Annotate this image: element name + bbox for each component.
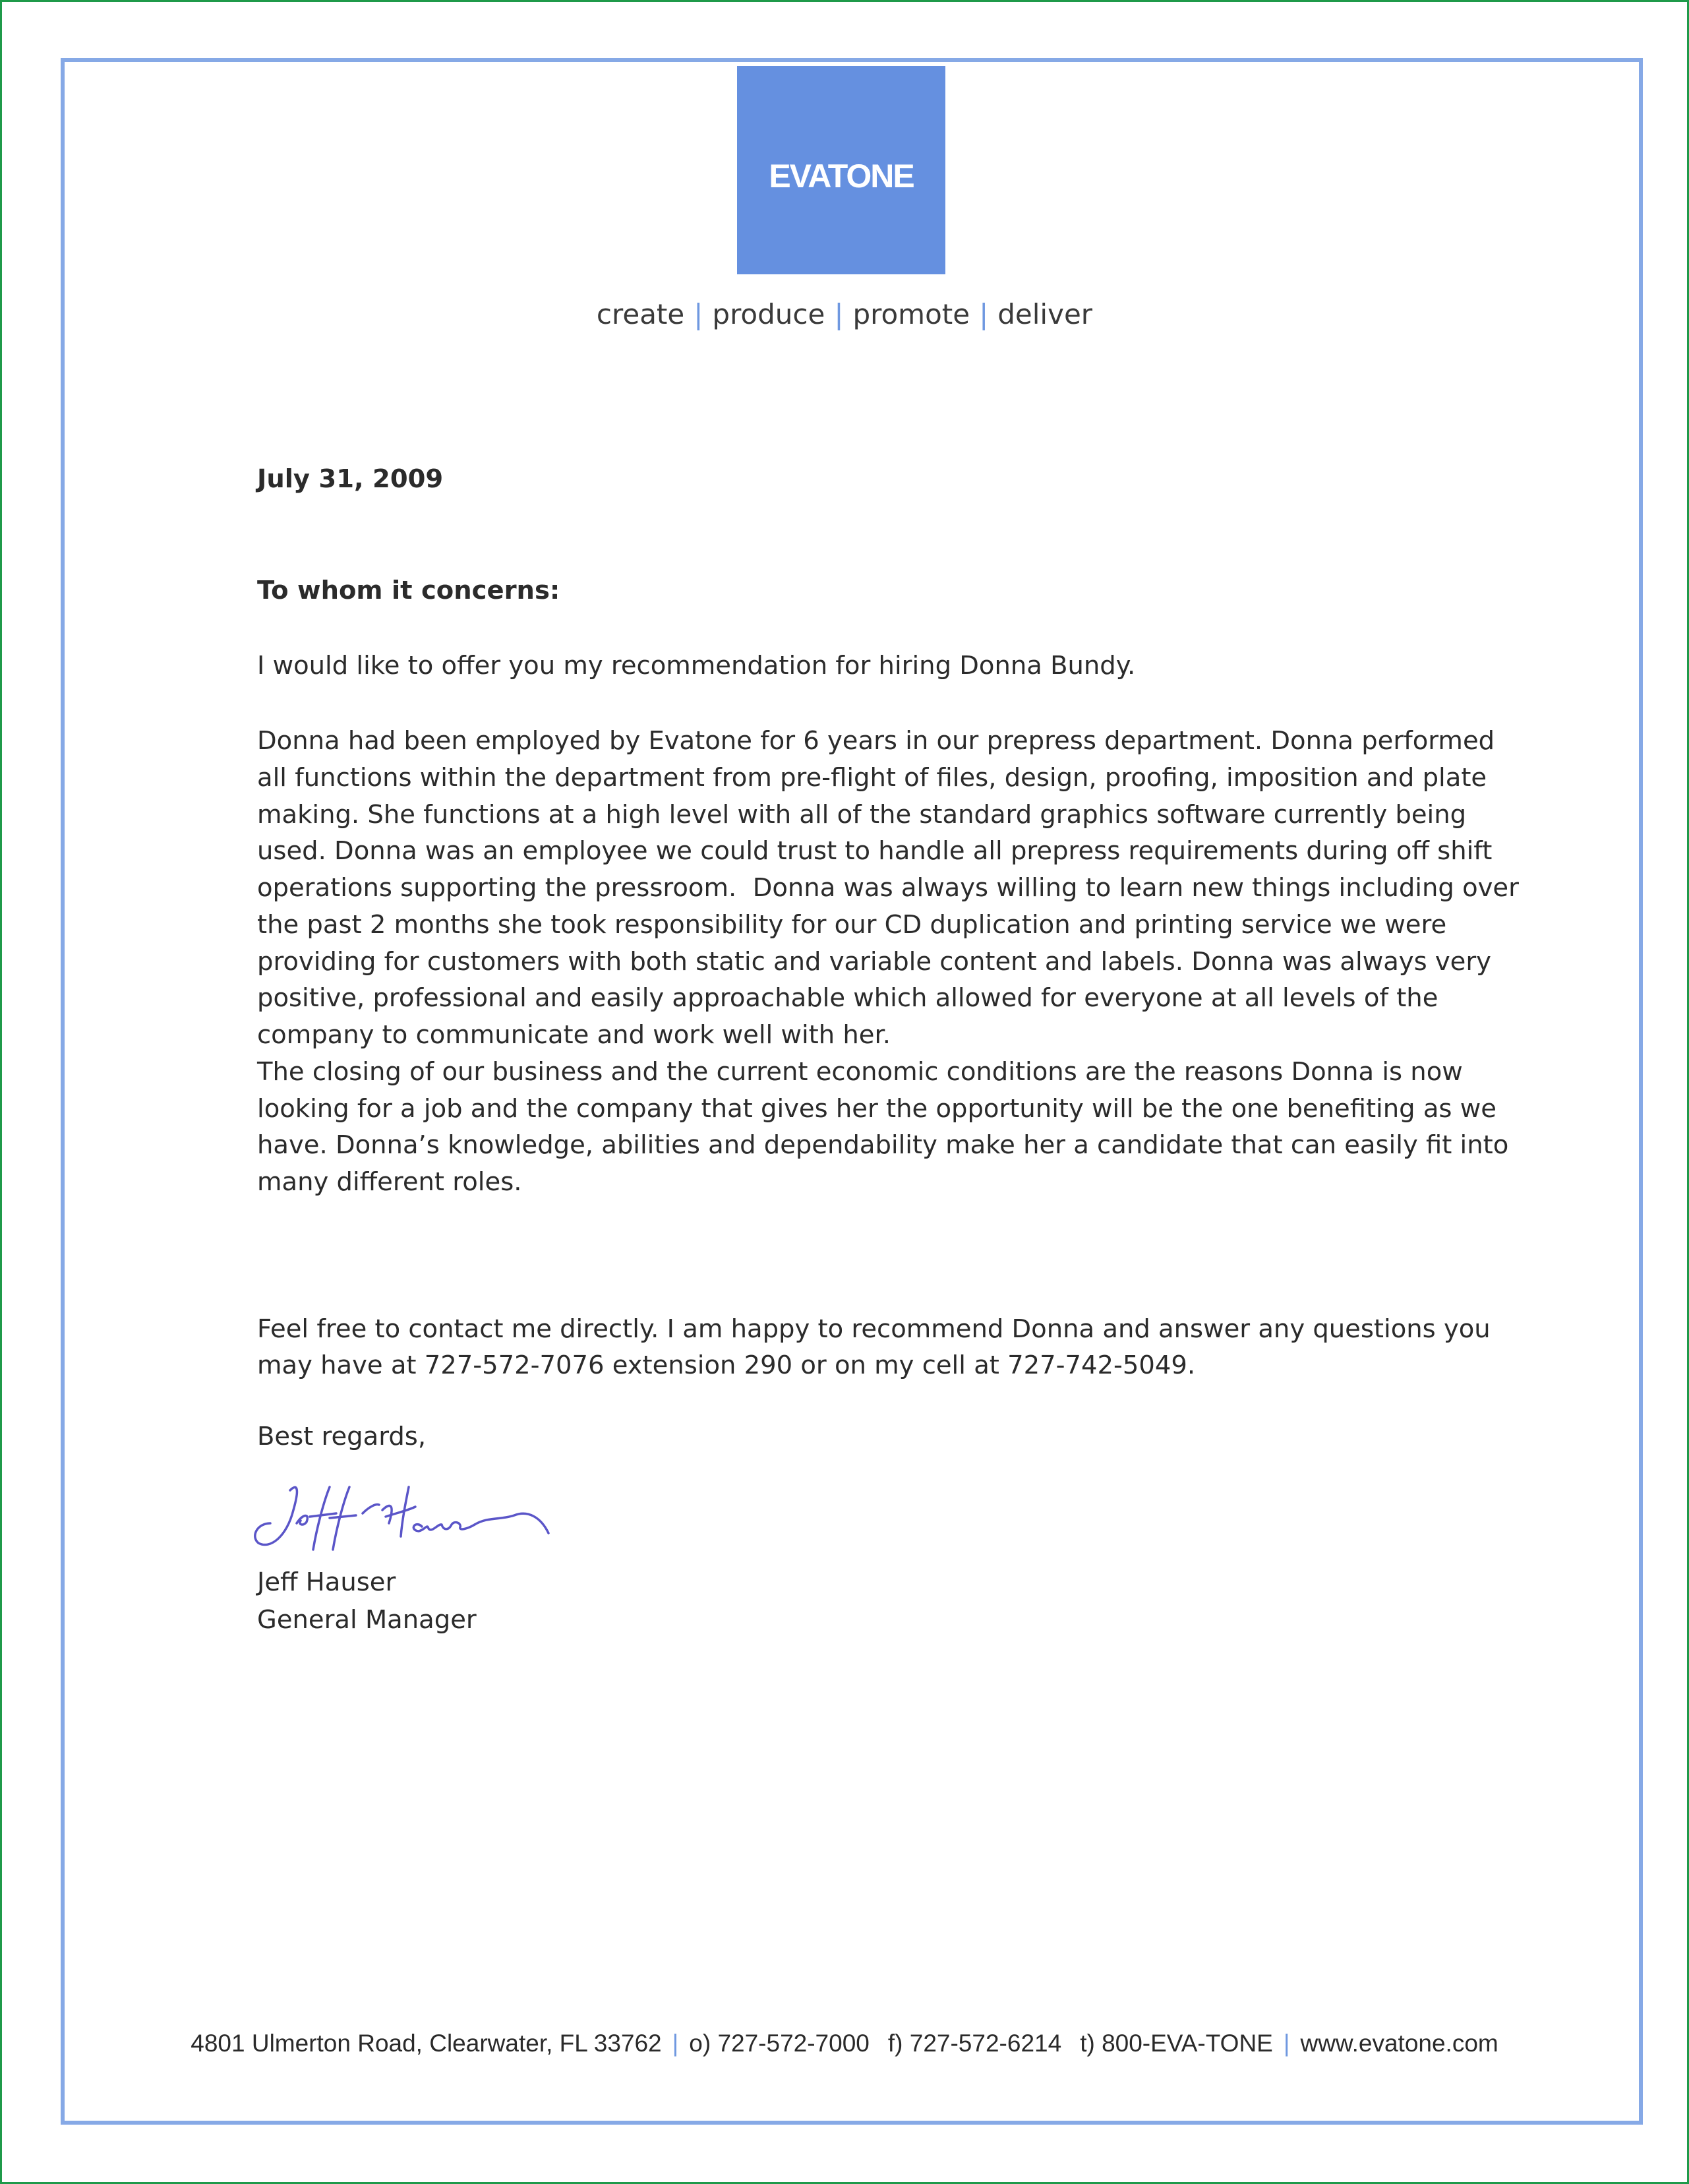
footer-toll-free: t) 800-EVA-TONE (1080, 2030, 1273, 2057)
signer-name: Jeff Hauser (257, 1567, 396, 1597)
signer-title: General Manager (257, 1605, 477, 1635)
body-line: looking for a job and the company that gives her the opportunity will be the one benefiting as we (257, 1094, 1496, 1124)
tagline-produce: produce (712, 298, 825, 330)
letter-greeting: To whom it concerns: (257, 576, 560, 605)
footer-fax: f) 727-572-6214 (887, 2030, 1062, 2057)
signature-jeff-hauser (251, 1477, 607, 1556)
body-line: making. She functions at a high level with all of the standard graphics software currently being (257, 800, 1467, 830)
body-line: operations supporting the pressroom. Donna was always willing to learn new things including over (257, 873, 1519, 903)
footer-website[interactable]: www.evatone.com (1300, 2030, 1498, 2057)
body-line: all functions within the department from pre-flight of files, design, proofing, imposition and plate (257, 763, 1487, 793)
tagline-deliver: deliver (997, 298, 1093, 330)
body-line: the past 2 months she took responsibility for our CD duplication and printing service we were (257, 910, 1447, 940)
body-line: The closing of our business and the current economic conditions are the reasons Donna is now (257, 1057, 1463, 1087)
body-line: positive, professional and easily approachable which allowed for everyone at all levels of the (257, 983, 1438, 1013)
logo-text: EVATONE (769, 158, 914, 195)
letter-intro: I would like to offer you my recommendation for hiring Donna Bundy. (257, 651, 1136, 681)
body-line: Donna had been employed by Evatone for 6 years in our prepress department. Donna performed (257, 726, 1495, 756)
body-line: have. Donna’s knowledge, abilities and dependability make her a candidate that can easily fit into (257, 1130, 1509, 1160)
body-line: providing for customers with both static and variable content and labels. Donna was always very (257, 947, 1491, 977)
footer-office-phone: o) 727-572-7000 (689, 2030, 870, 2057)
body-line: company to communicate and work well with her. (257, 1020, 891, 1050)
letter-frame (61, 58, 1643, 2125)
footer-address: 4801 Ulmerton Road, Clearwater, FL 33762 (191, 2030, 662, 2057)
letter-date: July 31, 2009 (257, 464, 444, 494)
body-line: used. Donna was an employee we could trust to handle all prepress requirements during off shift (257, 836, 1493, 866)
tagline: create | produce | promote | deliver (596, 298, 1093, 330)
body-line: many different roles. (257, 1167, 522, 1197)
letter-closing: Best regards, (257, 1422, 427, 1451)
contact-line: Feel free to contact me directly. I am happy to recommend Donna and answer any questions you (257, 1314, 1491, 1344)
evatone-logo (737, 66, 945, 274)
letterhead-footer: 4801 Ulmerton Road, Clearwater, FL 33762 | o) 727-572-7000 f) 727-572-6214 t) 800-EVA-TONE | www.evatone.com (191, 2030, 1498, 2057)
tagline-create: create (596, 298, 685, 330)
tagline-promote: promote (852, 298, 970, 330)
contact-line: may have at 727-572-7076 extension 290 or on my cell at 727-742-5049. (257, 1350, 1196, 1380)
